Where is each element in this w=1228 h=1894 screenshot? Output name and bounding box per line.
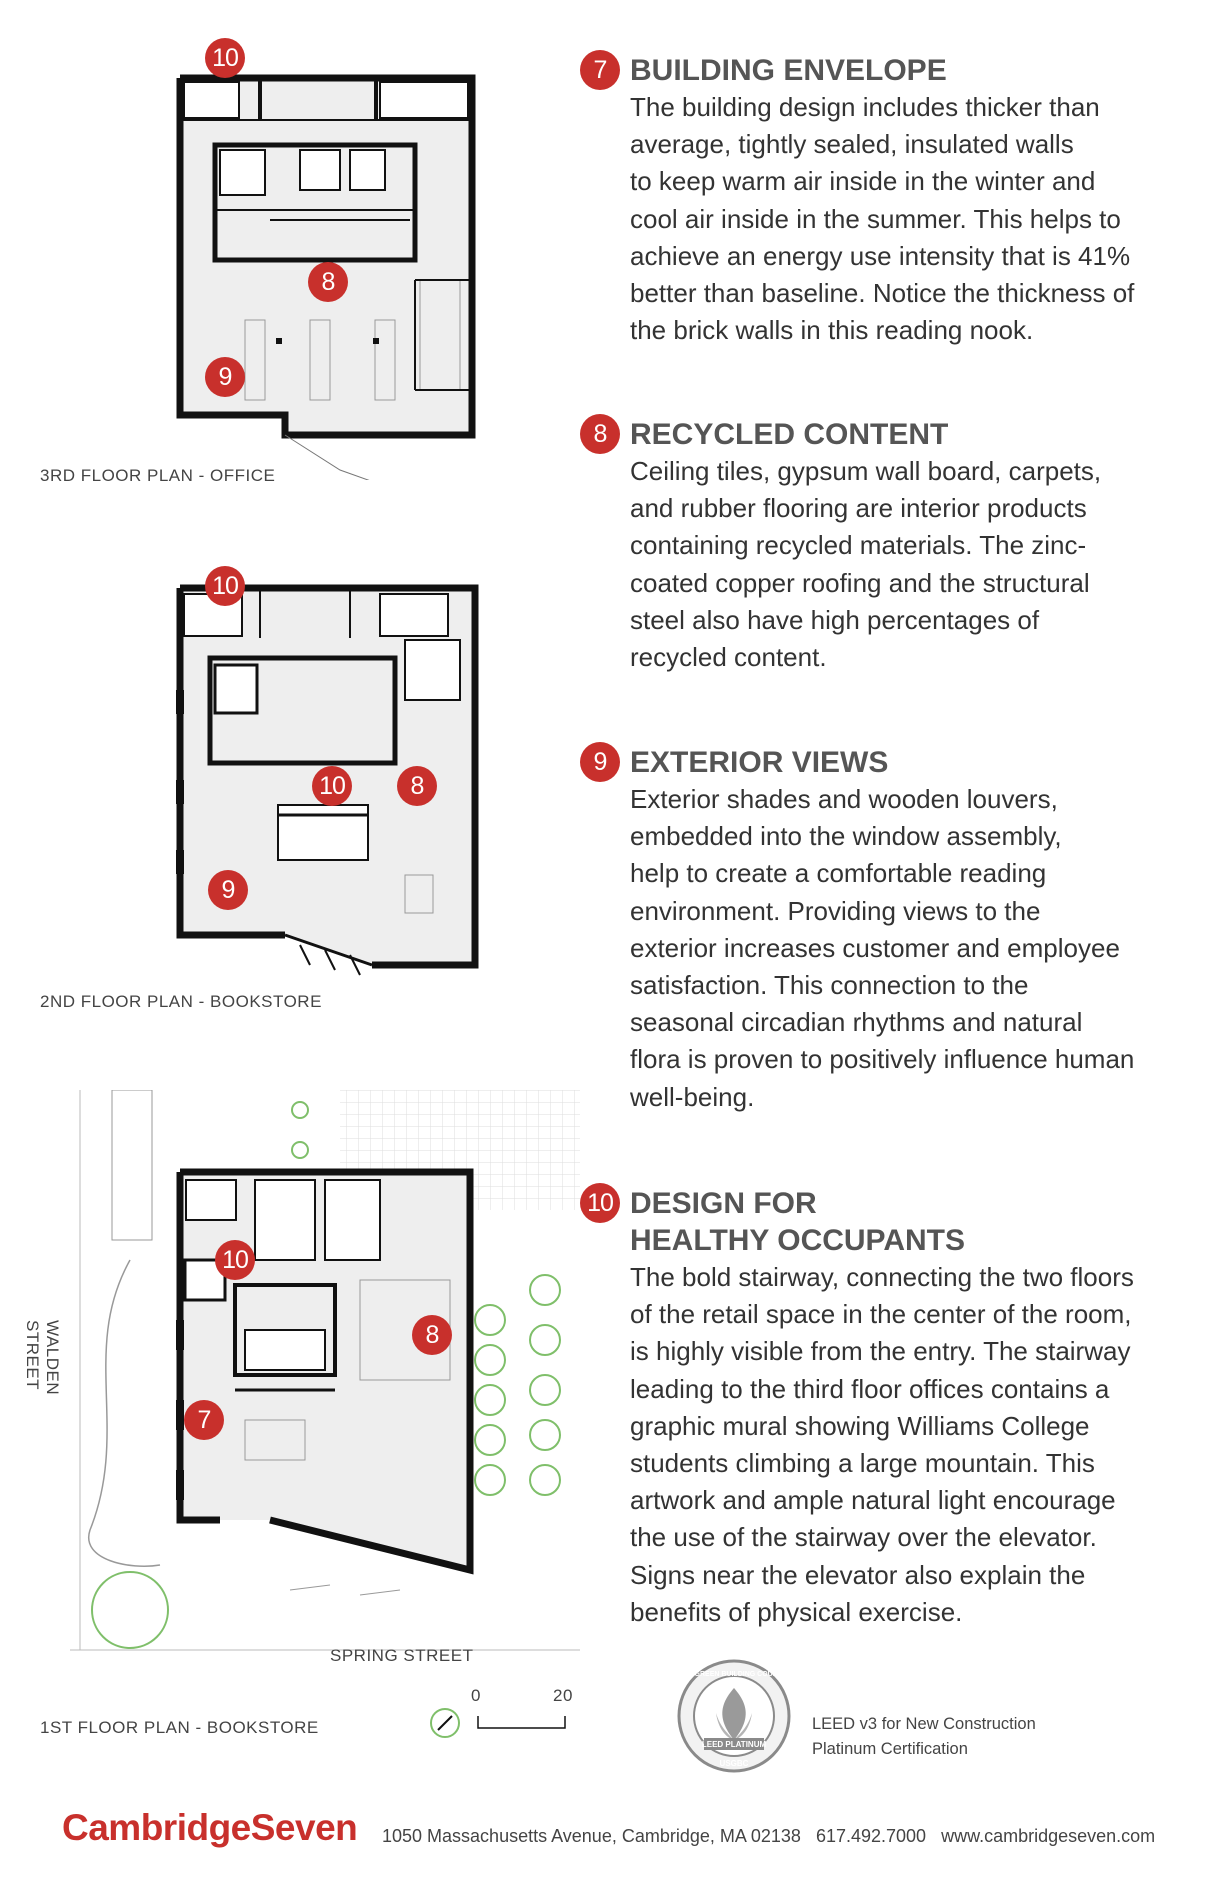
section-recycled-content bbox=[580, 416, 1190, 676]
plan-marker-10: 10 bbox=[312, 766, 352, 806]
street-label-spring: SPRING STREET bbox=[330, 1646, 474, 1665]
svg-text:LEED PLATINUM: LEED PLATINUM bbox=[701, 1740, 767, 1749]
second-floor-label: 2ND FLOOR PLAN - BOOKSTORE bbox=[40, 992, 322, 1011]
leed-seal-icon bbox=[676, 1658, 792, 1774]
first-floor-label: 1ST FLOOR PLAN - BOOKSTORE bbox=[40, 1718, 319, 1737]
section-number-badge: 8 bbox=[580, 414, 620, 454]
third-floor-label: 3RD FLOOR PLAN - OFFICE bbox=[40, 466, 276, 485]
scale-bar bbox=[477, 1716, 567, 1732]
svg-text:USGBC: USGBC bbox=[719, 1759, 749, 1768]
section-number-badge: 10 bbox=[580, 1183, 620, 1223]
brand-logo: CambridgeSeven bbox=[62, 1807, 358, 1848]
section-body: Exterior shades and wooden louvers, embedded into the window assembly, help to create a comfortable reading environment. Providing views to the exterior increases customer and employee satisfaction. This connection to the seasonal circadian rhythms and natural flora is proven to positively influence human well-being. bbox=[630, 784, 1135, 1112]
plan-marker-10: 10 bbox=[215, 1240, 255, 1280]
plan-marker-7: 7 bbox=[184, 1400, 224, 1440]
plan-marker-10: 10 bbox=[205, 38, 245, 78]
section-number-badge: 7 bbox=[580, 50, 620, 90]
section-heading: EXTERIOR VIEWS bbox=[630, 746, 889, 779]
first-floor-plan bbox=[70, 1090, 580, 1660]
footer-website[interactable]: www.cambridgeseven.com bbox=[941, 1826, 1156, 1846]
third-floor-plan bbox=[150, 44, 490, 480]
section-body: The building design includes thicker than average, tightly sealed, insulated walls to keep warm air inside in the winter and cool air inside in the summer. This helps to achieve an energy use intensity that is 41% better than baseline. Notice the thickness of the brick walls in this reading nook. bbox=[630, 92, 1135, 346]
footer-contact bbox=[382, 1826, 1155, 1847]
section-building-envelope bbox=[580, 52, 1190, 349]
plan-marker-9: 9 bbox=[205, 357, 245, 397]
section-heading: BUILDING ENVELOPE bbox=[630, 54, 947, 87]
section-body: The bold stairway, connecting the two floors of the retail space in the center of the room, is highly visible from the entry. The stairway leading to the third floor offices contains a graphic mural showing Williams College students climbing a large mountain. This artwork and ample natural light encourage the use of the stairway over the elevator. Signs near the elevator also explain the benefits of physical exercise. bbox=[630, 1262, 1134, 1627]
scale-start: 0 bbox=[471, 1686, 481, 1705]
plan-marker-8: 8 bbox=[397, 766, 437, 806]
first-floor-drawing bbox=[70, 1090, 580, 1660]
section-healthy-occupants bbox=[580, 1185, 1190, 1631]
section-number-badge: 9 bbox=[580, 742, 620, 782]
section-exterior-views bbox=[580, 744, 1190, 1116]
section-heading: DESIGN FOR HEALTHY OCCUPANTS bbox=[630, 1187, 966, 1257]
footer-address: 1050 Massachusetts Avenue, Cambridge, MA 02138 bbox=[382, 1826, 801, 1846]
north-arrow bbox=[428, 1706, 462, 1740]
footer-phone: 617.492.7000 bbox=[815, 1826, 927, 1846]
plan-marker-8: 8 bbox=[308, 262, 348, 302]
second-floor-plan bbox=[150, 570, 490, 990]
plan-marker-9: 9 bbox=[208, 870, 248, 910]
section-heading: RECYCLED CONTENT bbox=[630, 418, 949, 451]
scale-end: 20 bbox=[553, 1686, 573, 1705]
plan-marker-8: 8 bbox=[412, 1315, 452, 1355]
north-arrow-icon bbox=[428, 1706, 462, 1740]
street-label-walden: WALDEN STREET bbox=[23, 1320, 62, 1396]
svg-text:U.S. GREEN BUILDING COUNCIL: U.S. GREEN BUILDING COUNCIL bbox=[678, 1671, 790, 1678]
plan-marker-10: 10 bbox=[205, 566, 245, 606]
section-body: Ceiling tiles, gypsum wall board, carpets, and rubber flooring are interior products containing recycled materials. The zinc- coated copper roofing and the structural steel also have high percentages of recycled content. bbox=[630, 456, 1102, 673]
leed-certification-text: LEED v3 for New Construction Platinum Certification bbox=[812, 1715, 1036, 1758]
leed-seal bbox=[676, 1658, 792, 1774]
